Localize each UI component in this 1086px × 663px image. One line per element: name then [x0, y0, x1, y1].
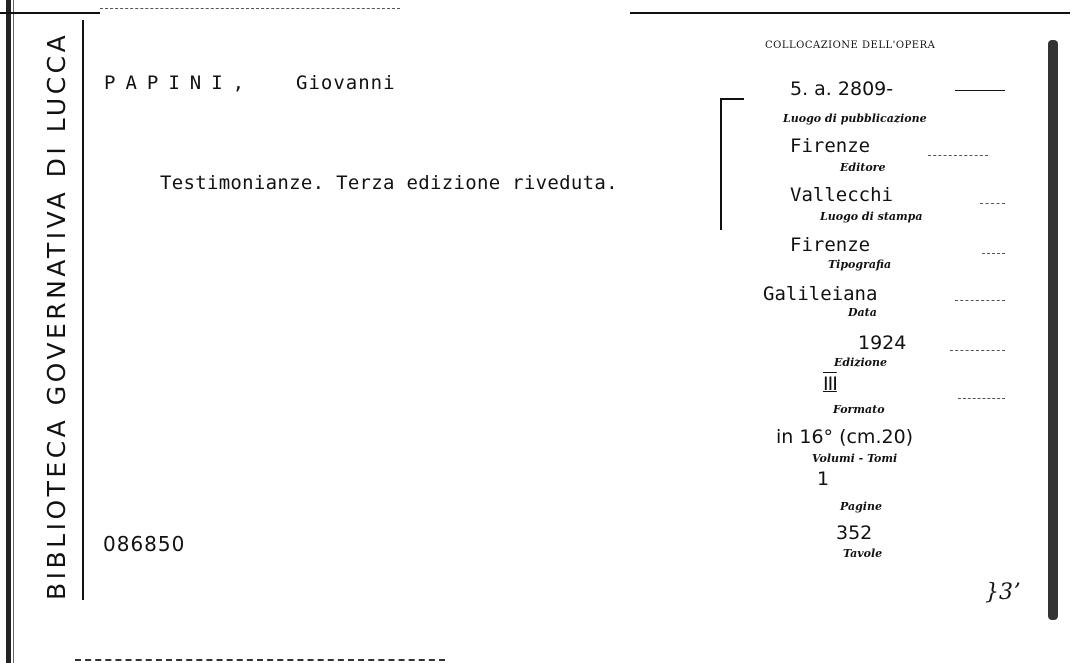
top-rule-left: [0, 12, 100, 14]
date-label: Data: [848, 306, 877, 319]
inventory-number: 086850: [103, 532, 186, 556]
author-name: Giovanni: [296, 72, 396, 94]
left-border: [6, 0, 11, 663]
publisher-label: Editore: [840, 161, 886, 174]
place-label: Luogo di pubblicazione: [783, 112, 927, 125]
fields-bracket-top: [720, 98, 744, 100]
print-place-line: [982, 253, 1005, 254]
collocation-header: COLLOCAZIONE DELL'OPERA: [765, 40, 936, 51]
handwritten-mark: }3ʼ: [985, 580, 1020, 605]
left-border-inner: [13, 0, 14, 663]
collocation-value: 5. a. 2809-: [790, 78, 894, 100]
printer-value: Galileiana: [763, 283, 878, 305]
author-heading: [104, 72, 396, 94]
printer-label: Tipografia: [828, 258, 892, 271]
plates-label: Tavole: [843, 547, 883, 560]
bottom-rule: [75, 659, 445, 661]
volumes-label: Volumi - Tomi: [812, 452, 898, 465]
right-edge: [1048, 40, 1058, 620]
pages-value: 352: [836, 522, 873, 544]
book-title: Testimonianze. Terza edizione riveduta.: [160, 172, 618, 194]
label-rule: [82, 20, 84, 600]
place-line: [928, 155, 988, 156]
top-rule-left-dash: [100, 8, 400, 9]
place-value: Firenze: [790, 135, 871, 157]
print-place-value: Firenze: [790, 234, 871, 256]
format-value: in 16° (cm.20): [776, 426, 914, 448]
edition-line: [958, 398, 1005, 399]
date-line: [950, 350, 1005, 351]
edition-value: III: [823, 373, 837, 395]
print-place-label: Luogo di stampa: [820, 210, 923, 223]
format-label: Formato: [833, 403, 885, 416]
date-value: 1924: [858, 332, 907, 354]
printer-line: [955, 300, 1005, 301]
publisher-line: [980, 203, 1005, 204]
top-rule-right: [630, 12, 1070, 14]
collocation-underline: [955, 90, 1005, 91]
publisher-value: Vallecchi: [790, 184, 893, 206]
edition-label: Edizione: [834, 356, 888, 369]
author-separator: ,: [232, 72, 246, 94]
fields-bracket: [720, 98, 722, 230]
pages-label: Pagine: [840, 500, 882, 513]
volumes-value: 1: [817, 468, 830, 490]
author-surname: PAPINI: [104, 72, 233, 94]
library-label: BIBLIOTECA GOVERNATIVA DI LUCCA: [42, 31, 71, 600]
